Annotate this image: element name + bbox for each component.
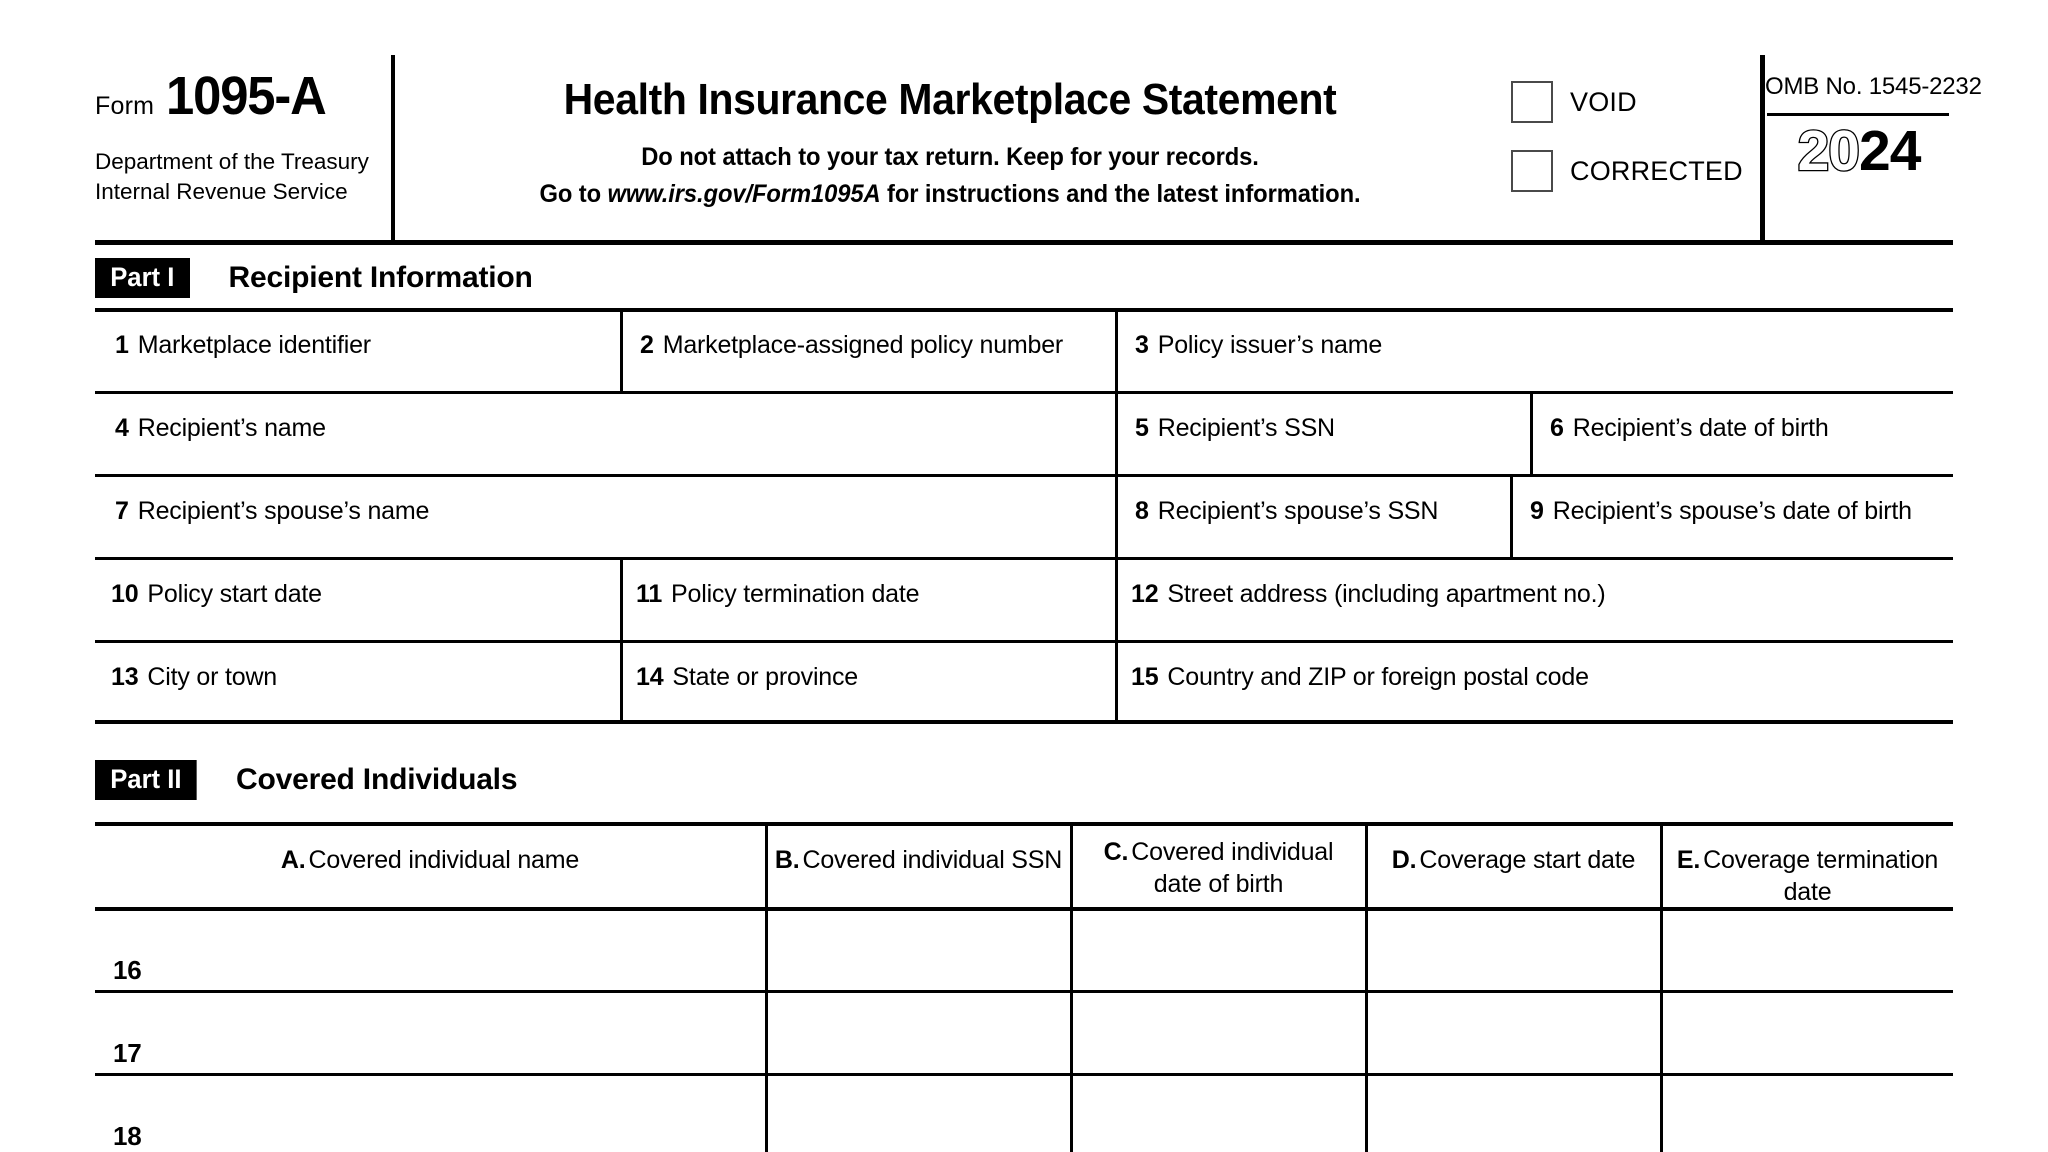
part-2-title: Covered Individuals: [236, 763, 518, 796]
rule-top: [95, 308, 1953, 312]
field-6[interactable]: [1550, 413, 1829, 443]
divider-row3: [1115, 474, 1118, 557]
field-3-label: Policy issuer’s name: [1157, 331, 1383, 359]
column-e-label: Coverage termination date: [1703, 846, 1939, 906]
divider-row4b: [1115, 557, 1118, 640]
page-title: Health Insurance Marketplace Statement: [563, 75, 1337, 124]
part-1-title: Recipient Information: [228, 261, 533, 294]
field-10[interactable]: [111, 579, 322, 609]
corrected-checkbox[interactable]: [1511, 150, 1553, 192]
divider-col2-row1: [1115, 308, 1118, 391]
field-2-label: Marketplace-assigned policy number: [662, 331, 1064, 359]
goto-prefix: Go to: [539, 180, 608, 208]
form-number-line: [95, 65, 385, 127]
covered-individuals-table: [95, 822, 1953, 1152]
table-rule-top: [95, 822, 1953, 826]
field-1-label: Marketplace identifier: [137, 331, 371, 359]
rule-r3: [95, 557, 1953, 560]
form-header: [95, 55, 1982, 245]
divider-row5a: [620, 640, 623, 720]
part-2-banner: [95, 760, 517, 800]
field-8[interactable]: [1135, 496, 1438, 526]
subtitle-line-2: [423, 180, 1478, 209]
divider-row5b: [1115, 640, 1118, 720]
table-row-16-number: 16: [113, 955, 142, 985]
goto-suffix: for instructions and the latest information.: [880, 180, 1361, 208]
form-identity-block: [95, 55, 395, 240]
field-12[interactable]: [1131, 579, 1606, 609]
column-c-label-line2: date of birth: [1153, 870, 1284, 898]
divider-row2b: [1530, 391, 1533, 474]
omb-divider: [1767, 113, 1949, 116]
void-checkbox-row[interactable]: [1511, 81, 1637, 123]
table-rule-r16: [95, 990, 1953, 993]
department-line-1: Department of the Treasury: [95, 149, 369, 174]
column-a-letter: A.: [280, 846, 306, 874]
field-11-label: Policy termination date: [671, 580, 920, 608]
form-number: 1095-A: [166, 66, 326, 126]
field-7[interactable]: [115, 496, 429, 526]
column-d-letter: D.: [1391, 846, 1417, 874]
field-2[interactable]: [640, 330, 1063, 360]
field-3-number: 3: [1135, 331, 1149, 359]
field-15-number: 15: [1131, 663, 1159, 691]
column-e-letter: E.: [1676, 846, 1701, 874]
field-11-number: 11: [636, 580, 663, 608]
tax-year: [1765, 119, 1953, 183]
form-word-label: Form: [95, 92, 155, 120]
rule-r2: [95, 474, 1953, 477]
field-6-label: Recipient’s date of birth: [1572, 414, 1829, 442]
void-checkbox[interactable]: [1511, 81, 1553, 123]
column-c-letter: C.: [1103, 838, 1129, 866]
field-13-number: 13: [111, 663, 139, 691]
field-15[interactable]: [1131, 662, 1589, 692]
divider-col1-row1: [620, 308, 623, 391]
department-line-2: Internal Revenue Service: [95, 179, 348, 204]
column-header-c: [1072, 836, 1365, 900]
corrected-checkbox-row[interactable]: [1511, 150, 1743, 192]
field-13[interactable]: [111, 662, 277, 692]
field-3[interactable]: [1135, 330, 1382, 360]
field-1[interactable]: [115, 330, 371, 360]
rule-bottom: [95, 720, 1953, 724]
field-5-number: 5: [1135, 414, 1149, 442]
table-row-18-number: 18: [113, 1121, 142, 1151]
field-4-number: 4: [115, 414, 129, 442]
form-title-block: [395, 55, 1505, 240]
field-9-number: 9: [1530, 497, 1544, 525]
table-row-17-number: 17: [113, 1038, 142, 1068]
field-4-label: Recipient’s name: [137, 414, 326, 442]
tax-year-century: 20: [1797, 119, 1859, 183]
column-d-label: Coverage start date: [1419, 846, 1636, 874]
part-1-tag: Part I: [95, 258, 190, 298]
omb-number: OMB No. 1545-2232: [1765, 73, 1982, 100]
field-4[interactable]: [115, 413, 326, 443]
void-label: VOID: [1570, 86, 1637, 117]
irs-form-url[interactable]: www.irs.gov/Form1095A: [607, 180, 881, 208]
field-11[interactable]: [636, 579, 919, 609]
field-14-label: State or province: [672, 663, 859, 691]
field-9-label: Recipient’s spouse’s date of birth: [1552, 497, 1912, 525]
omb-year-block: [1760, 55, 1982, 240]
column-header-b: [767, 844, 1070, 876]
rule-r4: [95, 640, 1953, 643]
rule-r1: [95, 391, 1953, 394]
field-8-number: 8: [1135, 497, 1149, 525]
field-15-label: Country and ZIP or foreign postal code: [1167, 663, 1589, 691]
column-b-label: Covered individual SSN: [802, 846, 1063, 874]
field-14-number: 14: [636, 663, 664, 691]
column-header-d: [1367, 844, 1660, 876]
field-7-label: Recipient’s spouse’s name: [137, 497, 430, 525]
part-1-field-grid: [95, 308, 1953, 718]
field-14[interactable]: [636, 662, 858, 692]
field-6-number: 6: [1550, 414, 1564, 442]
department-block: [95, 147, 385, 207]
field-12-number: 12: [1131, 580, 1159, 608]
field-10-number: 10: [111, 580, 139, 608]
field-13-label: City or town: [147, 663, 278, 691]
subtitle-line-1: Do not attach to your tax return. Keep for your records.: [641, 143, 1259, 171]
divider-row3b: [1510, 474, 1513, 557]
field-7-number: 7: [115, 497, 129, 525]
corrected-label: CORRECTED: [1570, 155, 1743, 186]
column-a-label: Covered individual name: [308, 846, 580, 874]
column-header-a: [95, 844, 765, 876]
column-b-letter: B.: [774, 846, 800, 874]
part-1-banner: [95, 258, 533, 298]
divider-row4a: [620, 557, 623, 640]
field-10-label: Policy start date: [147, 580, 322, 608]
status-checkbox-group: [1505, 55, 1760, 240]
field-1-number: 1: [115, 331, 129, 359]
column-c-label: Covered individual: [1131, 838, 1334, 866]
tax-year-yy: 24: [1859, 119, 1921, 183]
field-9[interactable]: [1530, 496, 1912, 526]
column-header-e: [1662, 844, 1953, 908]
table-rule-r17: [95, 1073, 1953, 1076]
field-5[interactable]: [1135, 413, 1335, 443]
field-12-label: Street address (including apartment no.): [1167, 580, 1606, 608]
part-2-tag: Part II: [95, 760, 197, 800]
field-8-label: Recipient’s spouse’s SSN: [1157, 497, 1439, 525]
field-2-number: 2: [640, 331, 654, 359]
divider-row2: [1115, 391, 1118, 474]
field-5-label: Recipient’s SSN: [1157, 414, 1335, 442]
